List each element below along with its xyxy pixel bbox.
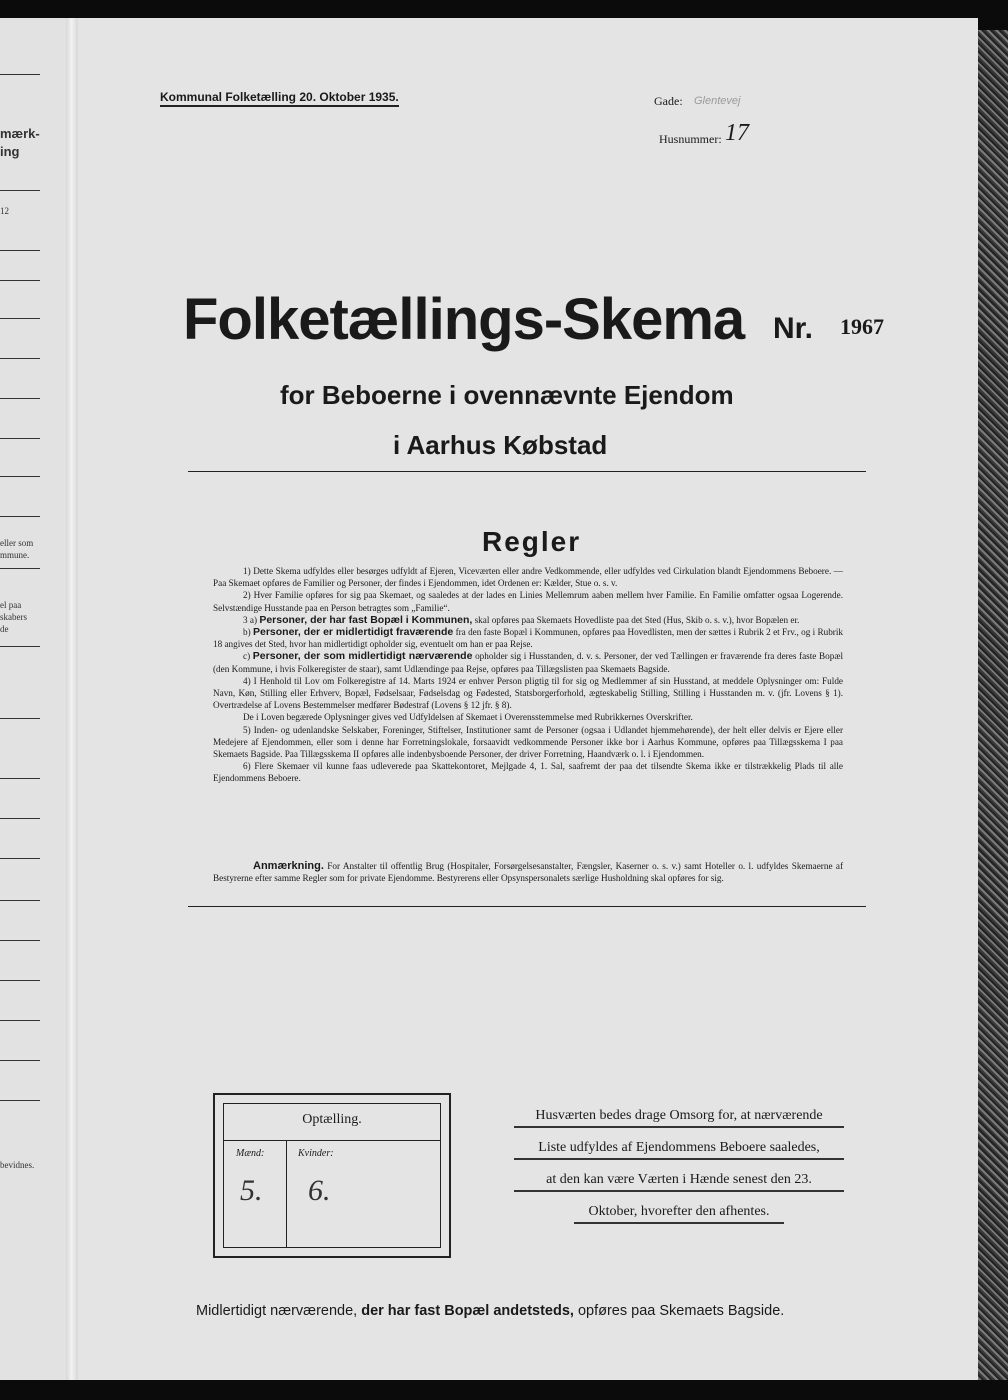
men-label: Mænd: (236, 1148, 265, 1159)
remark (213, 860, 843, 885)
page-fragment: bevidnes. (0, 1160, 35, 1170)
landlord-notice (514, 1108, 844, 1224)
rule-3a-bold: Personer, der har fast Bopæl i Kommunen, (259, 613, 473, 626)
count-column-divider (286, 1140, 287, 1247)
census-header: Kommunal Folketælling 20. Oktober 1935. (160, 90, 399, 107)
previous-page-edge (0, 18, 74, 1380)
count-box-inner (223, 1103, 441, 1248)
rule-3b-number: b) (243, 627, 251, 638)
rule-3c-bold: Personer, der som midlertidigt nærværende (252, 650, 473, 663)
women-count: 6. (308, 1174, 331, 1207)
footer-note (196, 1303, 784, 1319)
divider (188, 906, 866, 907)
ruled-line (0, 74, 40, 75)
rule-3a-text: skal opføres paa Skemaets Hovedliste paa det Sted (Hus, Skib o. s. v.), hvor Bopælen er. (474, 614, 800, 625)
rule-6: 6) Flere Skemaer vil kunne faas udleverede paa Skattekontoret, Mejlgade 4, 1. Sal, saafremt der paa det tilsendte Skema ikke er tilstrækkelig Plads til alle Ejendommens Beboere. (213, 761, 843, 784)
ruled-line (0, 1060, 40, 1061)
street-label: Gade: (654, 94, 683, 108)
house-number-label: Husnummer: (659, 132, 722, 146)
divider (188, 471, 866, 472)
ruled-line (0, 190, 40, 191)
form-title: Folketællings-Skema (183, 287, 745, 352)
ruled-line (0, 980, 40, 981)
remark-label: Anmærkning. (253, 860, 324, 872)
notice-line-4: Oktober, hvorefter den afhentes. (574, 1204, 784, 1224)
form-number-label: Nr. (773, 312, 814, 345)
ruled-line (0, 818, 40, 819)
page-fragment: 12 (0, 206, 9, 216)
ruled-line (0, 1100, 40, 1101)
ruled-line (0, 646, 40, 647)
rule-5: 5) Inden- og udenlandske Selskaber, Foreninger, Stiftelser, Institutioner samt de Personer (ogsaa i Udlandet hjemmehørende), der helt eller delvis er Ejere eller Medejere af Ejendommen, eller som i denne har Forretningslokale, forsaavidt vedkommende Personer ikke bor i Aarhus Kommune, opføres paa Tillægsskema I paa Skemaets Bagside. Paa Tillægsskema II opføres alle indenbysboende Personer, der driver Forretning, Haandværk o. l. i Ejendommen. (213, 724, 843, 760)
rules-text (213, 565, 843, 785)
count-divider (224, 1140, 440, 1141)
men-count: 5. (240, 1174, 263, 1207)
ruled-line (0, 358, 40, 359)
ruled-line (0, 398, 40, 399)
ruled-line (0, 318, 40, 319)
form-subtitle-2: i Aarhus Købstad (393, 430, 608, 460)
page-fragment: de (0, 624, 9, 634)
rule-3a (213, 614, 843, 626)
page-fragment: mærk- (0, 126, 40, 141)
ruled-line (0, 940, 40, 941)
page-fragment: eller som (0, 538, 34, 548)
rule-4b: De i Loven begærede Oplysninger gives ved Udfyldelsen af Skemaet i Overensstemmelse med Rubrikkernes Overskrifter. (243, 712, 693, 723)
ruled-line (0, 280, 40, 281)
ruled-line (0, 778, 40, 779)
footer-bold: der har fast Bopæl andetsteds, (361, 1303, 574, 1319)
census-form-page (78, 18, 978, 1380)
women-label: Kvinder: (298, 1148, 334, 1159)
ruled-line (0, 438, 40, 439)
street-value: Glentevej (694, 95, 741, 107)
rule-3c-number: c) (243, 651, 251, 662)
notice-line-3: at den kan være Værten i Hænde senest den 23. (514, 1172, 844, 1192)
rule-3c (213, 650, 843, 674)
footer-post: opføres paa Skemaets Bagside. (577, 1303, 785, 1319)
notice-line-2: Liste udfyldes af Ejendommens Beboere saaledes, (514, 1140, 844, 1160)
rule-3c-text: opholder sig i Husstanden, d. v. s. Personer, der ved Tællingen er fraværende fra deres faste Bopæl (den Kommune, i hvis Folkeregister de staar), samt Udlændinge paa Rejse, opføres paa Tillægslisten paa Skemaets Bagside. (213, 651, 844, 674)
count-box (213, 1093, 451, 1258)
ruled-line (0, 476, 40, 477)
count-title: Optælling. (302, 1112, 362, 1127)
ruled-line (0, 568, 40, 569)
rule-3b (213, 626, 843, 650)
form-subtitle-1: for Beboerne i ovennævnte Ejendom (280, 380, 734, 410)
rule-2: 2) Hver Familie opføres for sig paa Skemaet, og saaledes at der lades en Linies Mellemrum aaben mellem hver Familie. En Familie omfatter ogsaa Logerende. Selvstændige Husstande paa en Person betragtes som „Familie“. (213, 590, 843, 613)
footer-pre: Midlertidigt nærværende, (196, 1303, 358, 1319)
page-fragment: ing (0, 144, 20, 159)
rule-3b-text: fra den faste Bopæl i Kommunen, opføres paa Hovedlisten, men der sættes i Rubrik 2 et Frv., og i Rubrik 18 angives det Sted, hvor han midlertidigt opholder sig, eventuelt om han er paa Rejse. (213, 627, 844, 650)
rule-3a-number: 3 a) (243, 614, 258, 625)
ruled-line (0, 858, 40, 859)
page-fragment: mmune. (0, 550, 30, 560)
rule-3b-bold: Personer, der er midlertidigt fraværende (252, 626, 454, 639)
rule-1: 1) Dette Skema udfyldes eller besørges udfyldt af Ejeren, Viceværten eller andre Vedkommende, eller udfyldes ved Cirkulation blandt Ejendommens Beboere. — Paa Skemaet opføres de Familier og Personer, der findes i Ejendommen, idet Ordenen er: Kælder, Stue o. s. v. (213, 566, 843, 589)
remark-text: For Anstalter til offentlig Brug (Hospitaler, Forsørgelsesanstalter, Fængsler, Kaserner o. s. v.) samt Hoteller o. l. udfyldes Skemaerne af Bestyrerne efter samme Regler som for private Ejendomme. Bestyrerens eller Opsynspersonalets særlige Husholdning skal opføres for sig. (213, 861, 844, 884)
marbled-cover-edge (976, 30, 1008, 1380)
rule-4: 4) I Henhold til Lov om Folkeregistre af 14. Marts 1924 er enhver Person pligtig til for sig og Medlemmer af sin Husstand, at meddele Oplysninger om: Fulde Navn, Køn, Stilling eller Erhverv, Bopæl, Fødselsaar, Fødselsdag og Fødested, Statsborgerforhold, ægteskabelig Stilling, Stilling i Husstanden m. v. (jfr. Lovens § 1). Overtrædelse af Lovens Bestemmelser medfører Bødestraf (Lovens § 12 jfr. § 8). (213, 675, 843, 711)
notice-line-1: Husværten bedes drage Omsorg for, at nærværende (514, 1108, 844, 1128)
house-number-value: 17 (725, 120, 749, 146)
form-number-value: 1967 (840, 314, 884, 339)
page-fragment: el paa (0, 600, 22, 610)
ruled-line (0, 250, 40, 251)
ruled-line (0, 900, 40, 901)
ruled-line (0, 516, 40, 517)
ruled-line (0, 718, 40, 719)
rules-heading: Regler (482, 526, 582, 557)
ruled-line (0, 1020, 40, 1021)
page-fragment: skabers (0, 612, 27, 622)
